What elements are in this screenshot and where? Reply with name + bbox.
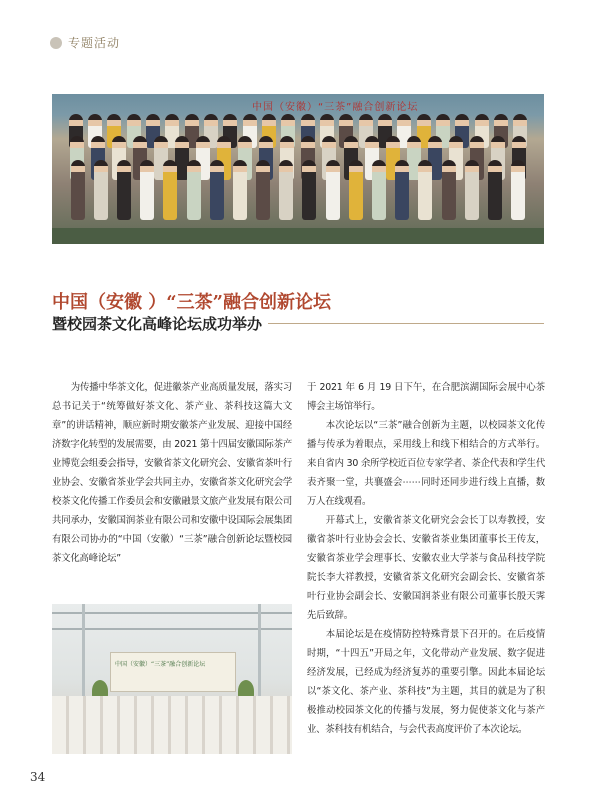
subtitle-rule xyxy=(268,323,544,324)
person-figure xyxy=(256,160,270,220)
paragraph-5: 本届论坛是在疫情防控特殊背景下召开的。在后疫情时期，“十四五”开局之年，文化带动产业发展、数字促进经济发展，已经成为经济复苏的重要引擎。因此本届论坛以“茶文化、茶产业、茶科技”为主题，其目的就是为了积极推动校园茶文化的传播与发展，努力促使茶文化与茶产业、茶科技有机结合，与会代表高度评价了本次论坛。 xyxy=(307,629,545,735)
page-number: 34 xyxy=(30,770,46,784)
subtitle-block xyxy=(52,313,544,334)
pillar xyxy=(258,604,261,704)
person-figure xyxy=(488,160,502,220)
roof-beam xyxy=(52,628,292,630)
article-title: 中国（安徽 ）“三茶”融合创新论坛 xyxy=(52,292,331,313)
stage-backdrop xyxy=(110,652,236,692)
paragraph-2: 于 2021 年 6 月 19 日下午，在合肥滨湖国际会展中心茶博会主场馆举行。 xyxy=(307,382,545,412)
person-figure xyxy=(511,160,525,220)
person-figure xyxy=(442,160,456,220)
banner-text: 中国（安徽）“三茶”融合创新论坛 xyxy=(252,102,419,113)
roof-beam xyxy=(52,612,292,614)
section-dot-icon xyxy=(50,37,62,49)
person-figure xyxy=(302,160,316,220)
person-figure xyxy=(279,160,293,220)
article-subtitle: 暨校园茶文化高峰论坛成功举办 xyxy=(52,315,263,333)
audience-chairs xyxy=(52,696,292,754)
section-tag-label: 专题活动 xyxy=(68,36,121,50)
person-figure xyxy=(418,160,432,220)
person-figure xyxy=(187,160,201,220)
person-figure xyxy=(94,160,108,220)
section-tag xyxy=(50,34,120,51)
group-photo xyxy=(52,94,544,244)
paragraph-3: 本次论坛以“三茶”融合创新为主题，以校园茶文化传播与传承为着眼点，采用线上和线下相结合的方式举行。来自省内 30 余所学校近百位专家学者、茶企代表和学生代表齐聚一堂，共襄盛会⋯⋯同时还同步进行线上直播，数万人在线观看。 xyxy=(307,420,545,507)
person-figure xyxy=(233,160,247,220)
person-figure xyxy=(140,160,154,220)
person-figure xyxy=(395,160,409,220)
stage-banner-text: 中国（安徽）“三茶”融合创新论坛 xyxy=(115,661,206,668)
person-figure xyxy=(465,160,479,220)
person-figure xyxy=(71,160,85,220)
paragraph-4: 开幕式上，安徽省茶文化研究会会长丁以寿教授，安徽省茶叶行业协会会长、安徽省茶业集团董事长王传友，安徽省茶业学会理事长、安徽农业大学茶与食品科技学院院长李大祥教授，安徽省茶文化研究会副会长、安徽省茶叶行业协会副会长、安徽国润茶业有限公司董事长殷天霁先后致辞。 xyxy=(307,515,545,621)
person-figure xyxy=(117,160,131,220)
venue-photo xyxy=(52,604,292,754)
pillar xyxy=(82,604,85,704)
person-figure xyxy=(163,160,177,220)
person-figure xyxy=(210,160,224,220)
floor xyxy=(52,228,544,244)
person-figure xyxy=(349,160,363,220)
person-figure xyxy=(326,160,340,220)
crowd-front-row xyxy=(66,160,530,220)
person-figure xyxy=(372,160,386,220)
paragraph-1: 为传播中华茶文化，促进徽茶产业高质量发展，落实习总书记关于“统筹做好茶文化、茶产业、茶科技这篇大文章”的讲话精神，顺应新时期安徽茶产业发展、迎接中国经济数字化转型的发展需要，由 2021 第十四届安徽国际茶产业博览会组委会指导，安徽省茶文化研究会、安徽省茶叶行业协会、安徽省茶业学会共同主办，安徽省茶文化研究会学校茶文化传播工作委员会和安徽融景文旅产业发展有限公司共同承办，安徽国润茶业有限公司和安徽中设国际会展集团有限公司协办的“中国（安徽）“三茶”融合创新论坛暨校园茶文化高峰论坛” xyxy=(52,382,292,564)
